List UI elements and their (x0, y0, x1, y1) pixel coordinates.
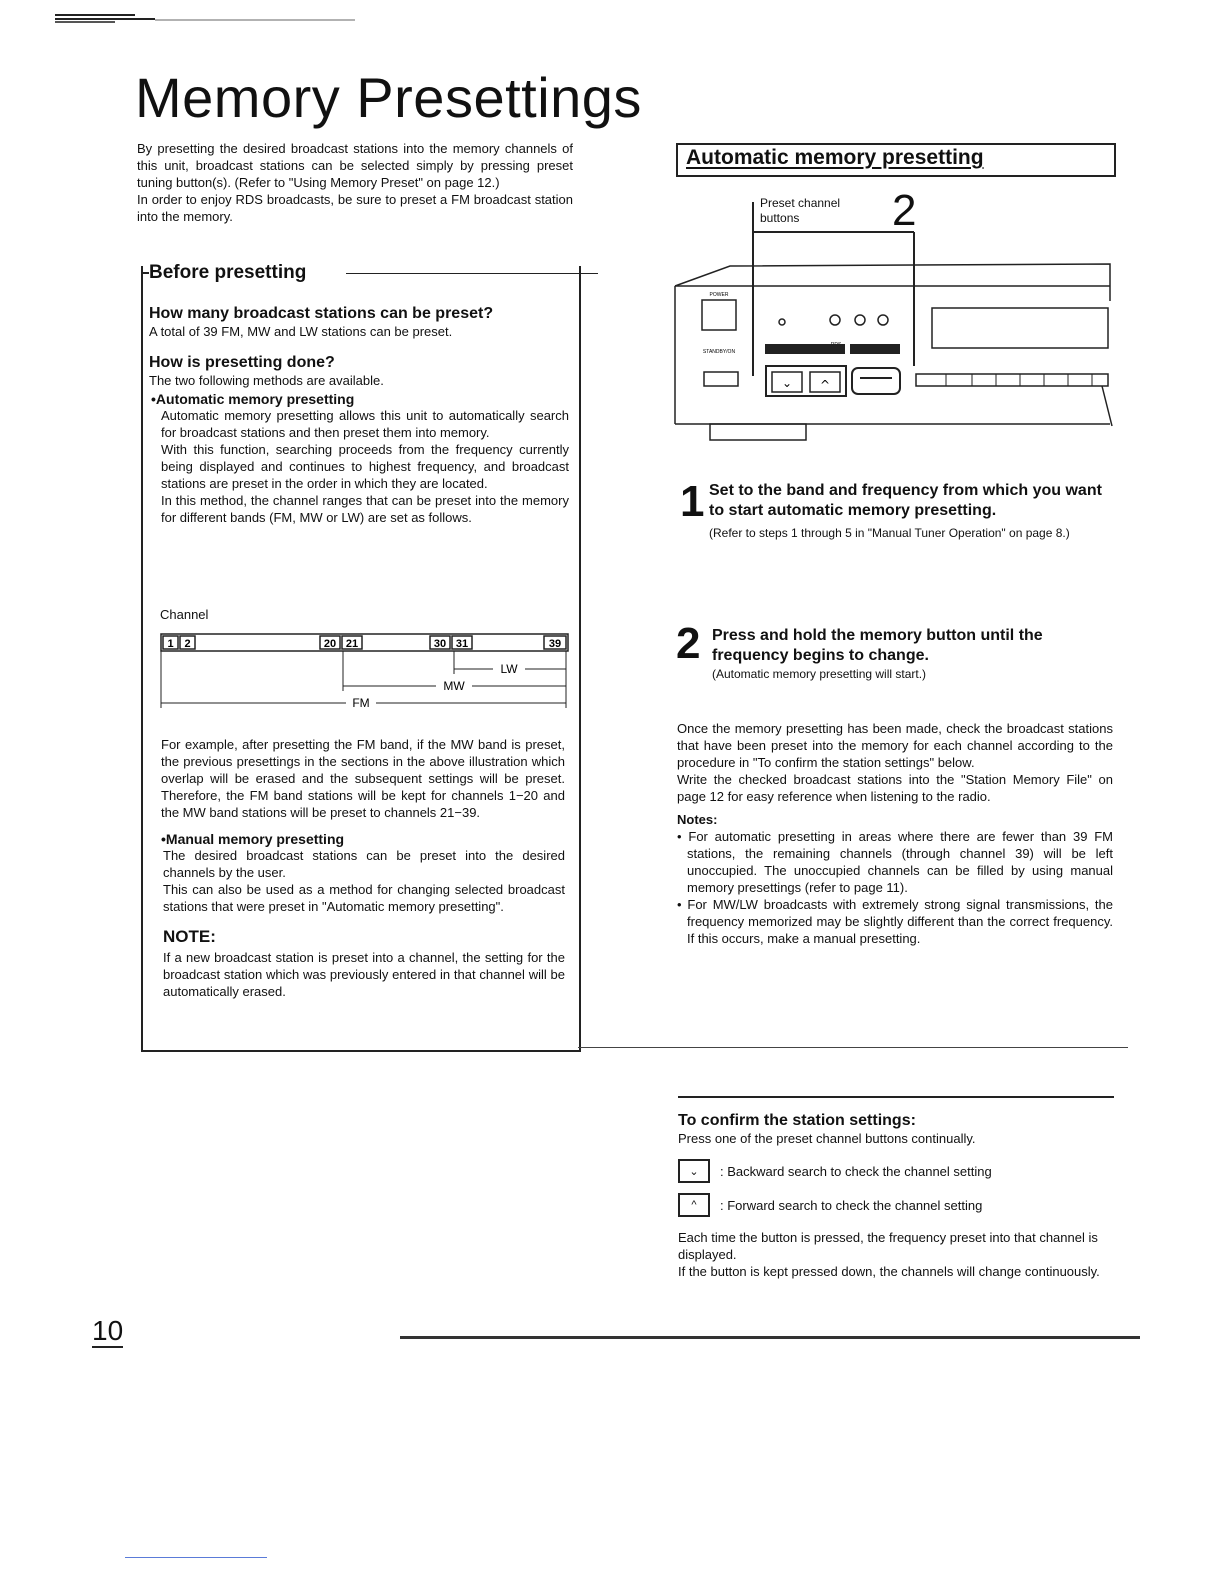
confirm-heading: To confirm the station settings: (678, 1112, 916, 1129)
step-2-number: 2 (676, 619, 701, 668)
before-content (149, 305, 569, 526)
page-title: Memory Presettings (135, 66, 642, 129)
backward-row (678, 1159, 1114, 1183)
question-how-done: How is presetting done? (149, 354, 335, 371)
note-item: • For automatic presetting in areas where there are fewer than 39 FM stations, the remaining channels (through channel 39) will be left unoccupied. The unoccupied channels can be filled by using manual memory presettings (refer to page 11). (677, 829, 1114, 895)
preset-channel-row (916, 374, 1108, 386)
channel-label-1: 1 (167, 638, 174, 650)
bottom-decorative-rule (400, 1336, 1140, 1339)
indicator-icon (779, 319, 785, 325)
fm-label: FM (352, 696, 370, 710)
after-presetting-content (677, 720, 1113, 947)
confirm-intro: Press one of the preset channel buttons continually. (678, 1131, 976, 1146)
callout-label: Preset channel buttons (760, 196, 841, 225)
chevron-down-icon: ⌄ (689, 1165, 699, 1178)
automatic-heading: Automatic memory presetting (686, 146, 984, 169)
manual-paragraph-1: The desired broadcast stations can be preset into the desired channels by the user. (163, 848, 565, 880)
footer-line (125, 1557, 267, 1558)
note-item-text: For automatic presetting in areas where there are fewer than 39 FM stations, the remaining channels (through channel 39) will be left unoccupied. The unoccupied channels can be filled by using manual memory presettings (refer to page 11). (687, 829, 1114, 895)
device-foot (710, 424, 806, 440)
forward-text: : Forward search to check the channel setting (720, 1197, 983, 1213)
note-item-text: For MW/LW broadcasts with extremely strong signal transmissions, the frequency memorized may be slightly different than the correct frequency. If this occurs, make a manual presetting. (687, 897, 1113, 946)
note-text: If a new broadcast station is preset into a channel, the setting for the broadcast station which was previously entered in that channel will be automatically erased. (163, 950, 565, 999)
step-1 (709, 481, 1114, 542)
channel-label-2: 2 (184, 638, 191, 650)
knob-2-icon (855, 315, 865, 325)
lw-label: LW (500, 662, 518, 676)
knob-1-icon (830, 315, 840, 325)
answer-how-done: The two following methods are available. (149, 373, 384, 388)
up-button-icon (678, 1193, 710, 1217)
step-2 (712, 626, 1114, 683)
intro-section (137, 140, 573, 225)
mw-label: MW (443, 679, 465, 693)
standby-label: STANDBY/ON (702, 349, 736, 355)
confirm-paragraph-1: Each time the button is pressed, the frequency preset into that channel is displayed. (678, 1230, 1098, 1262)
after-paragraph-1: Once the memory presetting has been made, check the broadcast stations that have been preset into the memory for each channel according to the procedure in "To confirm the station settings" below. (677, 721, 1113, 770)
example-paragraph: For example, after presetting the FM band, if the MW band is preset, the previous presettings in the sections in the above illustration which overlap will be erased and the subsequent settings will be preset. Therefore, the FM band stations will be kept for channels 1−20 and the MW band stations will be preset to channels 21−39. (161, 737, 565, 820)
tuner-front-panel-illustration (670, 196, 1120, 446)
confirm-top-rule (678, 1096, 1114, 1098)
confirm-paragraph-2: If the button is kept pressed down, the channels will change continuously. (678, 1264, 1100, 1279)
device-right-corner (1102, 386, 1112, 426)
after-paragraph-2: Write the checked broadcast stations into the "Station Memory File" on page 12 for easy reference when listening to the radio. (677, 772, 1113, 804)
step-2-title: Press and hold the memory button until the frequency begins to change. (712, 627, 1043, 664)
note-item: • For MW/LW broadcasts with extremely strong signal transmissions, the frequency memorized may be slightly different than the correct frequency. If this occurs, make a manual presetting. (677, 897, 1113, 946)
channel-label-30: 30 (433, 638, 447, 650)
display-window (932, 308, 1108, 348)
before-lower-content (161, 736, 565, 1000)
automatic-paragraph-1: Automatic memory presetting allows this unit to automatically search for broadcast stations and then preset them into memory. (161, 408, 569, 440)
channel-label: Channel (160, 607, 209, 622)
power-label: POWER (709, 292, 729, 298)
knob-3-icon (878, 315, 888, 325)
automatic-paragraph-2: With this function, searching proceeds from the frequency currently being displayed and continues to highest frequency, and broadcast stations are preset in the order in which they are located. (161, 442, 569, 491)
device-top-edge (675, 264, 1110, 301)
chevron-up-icon: ^ (819, 378, 831, 392)
answer-how-many: A total of 39 FM, MW and LW stations can be preset. (149, 324, 453, 339)
channel-label-39: 39 (548, 638, 562, 650)
automatic-paragraph-3: In this method, the channel ranges that can be preset into the memory for different bands (FM, MW or LW) are set as follows. (161, 493, 569, 525)
chevron-down-icon: ⌄ (781, 376, 793, 390)
step-1-title: Set to the band and frequency from which you want to start automatic memory presetting. (709, 482, 1102, 519)
manual-paragraph-2: This can also be used as a method for changing selected broadcast stations that were preset in "Automatic memory presetting". (163, 882, 565, 914)
note-label: NOTE: (163, 927, 216, 946)
box-corner (141, 272, 149, 274)
intro-paragraph-2: In order to enjoy RDS broadcasts, be sure to preset a FM broadcast station into the memory. (137, 192, 573, 224)
callout-number: 2 (892, 186, 917, 235)
channel-label-21: 21 (345, 638, 359, 650)
step-1-note: (Refer to steps 1 through 5 in "Manual Tuner Operation" on page 8.) (709, 526, 1070, 540)
forward-row (678, 1193, 1114, 1217)
intro-paragraph-1: By presetting the desired broadcast stations into the memory channels of this unit, broadcast stations can be selected simply by pressing preset tuning button(s). (Refer to "Using Memory Preset" on page 12.) (137, 141, 573, 190)
down-button-icon (678, 1159, 710, 1183)
chevron-up-icon: ^ (691, 1199, 697, 1211)
power-button-icon (702, 300, 736, 330)
before-presetting-heading: Before presetting (149, 262, 310, 284)
step-2-note: (Automatic memory presetting will start.) (712, 667, 927, 681)
section-divider (578, 1047, 1128, 1048)
page-number: 10 (92, 1315, 124, 1346)
button-strip-1 (765, 344, 845, 354)
channel-label-31: 31 (455, 638, 469, 650)
notes-label: Notes: (677, 812, 718, 827)
top-decorative-rule (55, 12, 1065, 24)
automatic-memory-title: •Automatic memory presetting (151, 391, 355, 407)
backward-text: : Backward search to check the channel setting (720, 1163, 992, 1179)
lower-left-button-icon (704, 372, 738, 386)
channel-label-20: 20 (323, 638, 337, 650)
manual-memory-title: •Manual memory presetting (161, 831, 345, 847)
memory-button-icon (852, 368, 900, 394)
channel-bar (161, 634, 568, 651)
notes-list (677, 828, 1113, 947)
question-how-many: How many broadcast stations can be preset? (149, 305, 494, 322)
button-strip-2 (850, 344, 900, 354)
step-1-number: 1 (680, 477, 705, 526)
heading-rule (346, 273, 598, 274)
channel-range-diagram (158, 628, 572, 714)
confirm-section (678, 1112, 1114, 1280)
